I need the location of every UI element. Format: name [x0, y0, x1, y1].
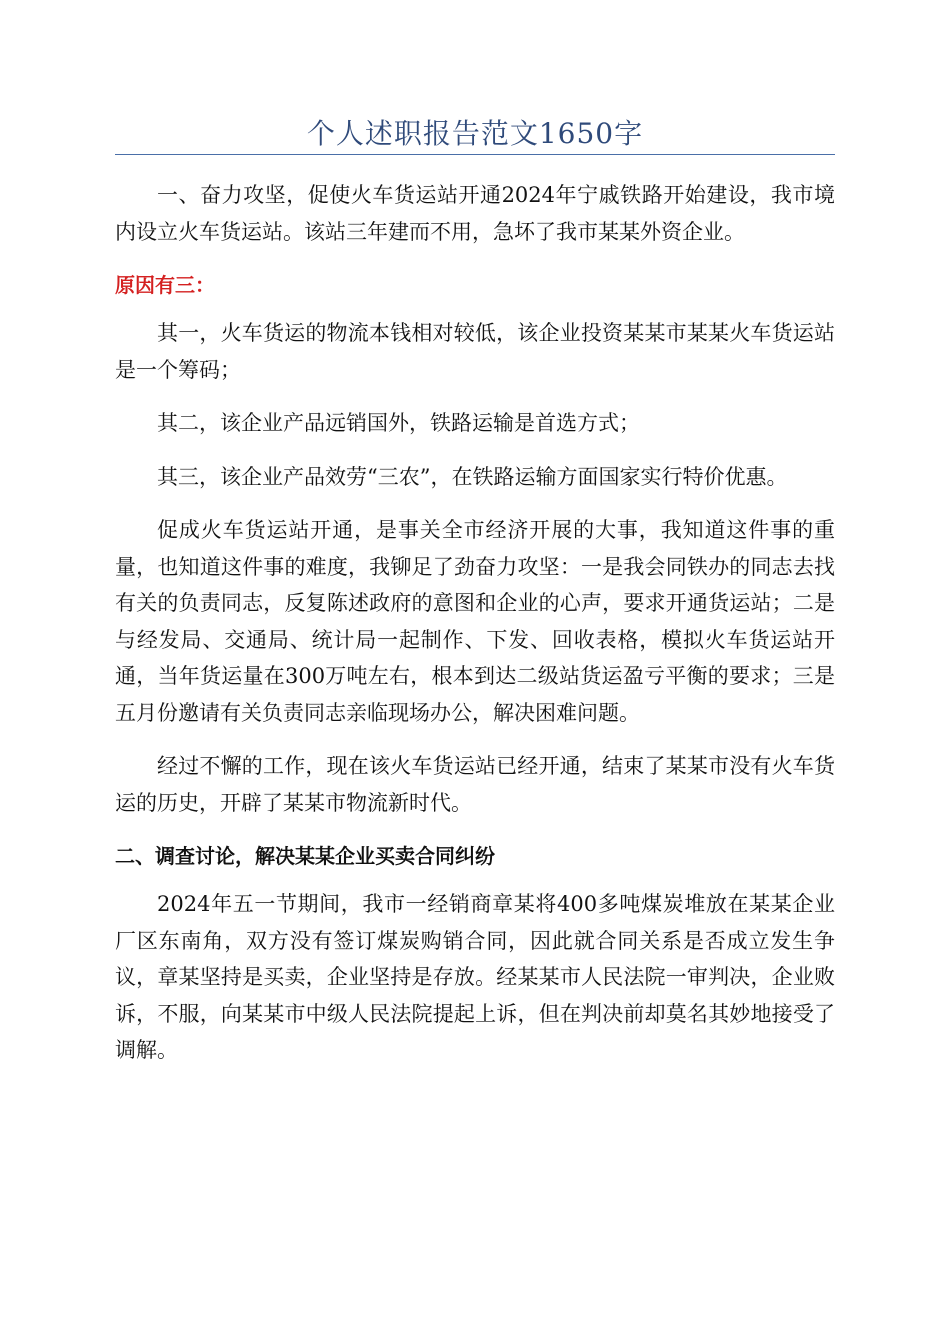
paragraph-reason-2: 其二，该企业产品远销国外，铁路运输是首选方式； [157, 411, 640, 435]
title-underline [115, 154, 835, 155]
paragraph-reason-3: 其三，该企业产品效劳“三农”，在铁路运输方面国家实行特价优惠。 [157, 464, 788, 489]
reasons-heading: 原因有三： [115, 273, 215, 297]
paragraph-reason-1: 其一，火车货运的物流本钱相对较低，该企业投资某某市某某火车货运站是一个筹码； [115, 321, 835, 382]
document-body [115, 177, 835, 1086]
page-title: 个人述职报告范文1650字 [306, 117, 644, 150]
paragraph-dispute: 2024年五一节期间，我市一经销商章某将400多吨煤炭堆放在某某企业厂区东南角，双方没有签订煤炭购销合同，因此就合同关系是否成立发生争议，章某坚持是买卖，企业坚持是存放。经某某市人民法院一审判决，企业败诉，不服，向某某市中级人民法院提起上诉，但在判决前却莫名其妙地接受了调解。 [115, 892, 835, 1062]
paragraph-result: 经过不懈的工作，现在该火车货运站已经开通，结束了某某市没有火车货运的历史，开辟了某某市物流新时代。 [115, 754, 835, 815]
section2-heading: 二、调查讨论，解决某某企业买卖合同纠纷 [115, 844, 495, 868]
paragraph-efforts: 促成火车货运站开通，是事关全市经济开展的大事，我知道这件事的重量，也知道这件事的难度，我铆足了劲奋力攻坚：一是我会同铁办的同志去找有关的负责同志，反复陈述政府的意图和企业的心声，要求开通货运站；二是与经发局、交通局、统计局一起制作、下发、回收表格，模拟火车货运站开通，当年货运量在300万吨左右，根本到达二级站货运盈亏平衡的要求；三是五月份邀请有关负责同志亲临现场办公，解决困难问题。 [115, 518, 835, 725]
paragraph-section1-intro: 一、奋力攻坚，促使火车货运站开通2024年宁戚铁路开始建设，我市境内设立火车货运站。该站三年建而不用，急坏了我市某某外资企业。 [115, 183, 835, 244]
